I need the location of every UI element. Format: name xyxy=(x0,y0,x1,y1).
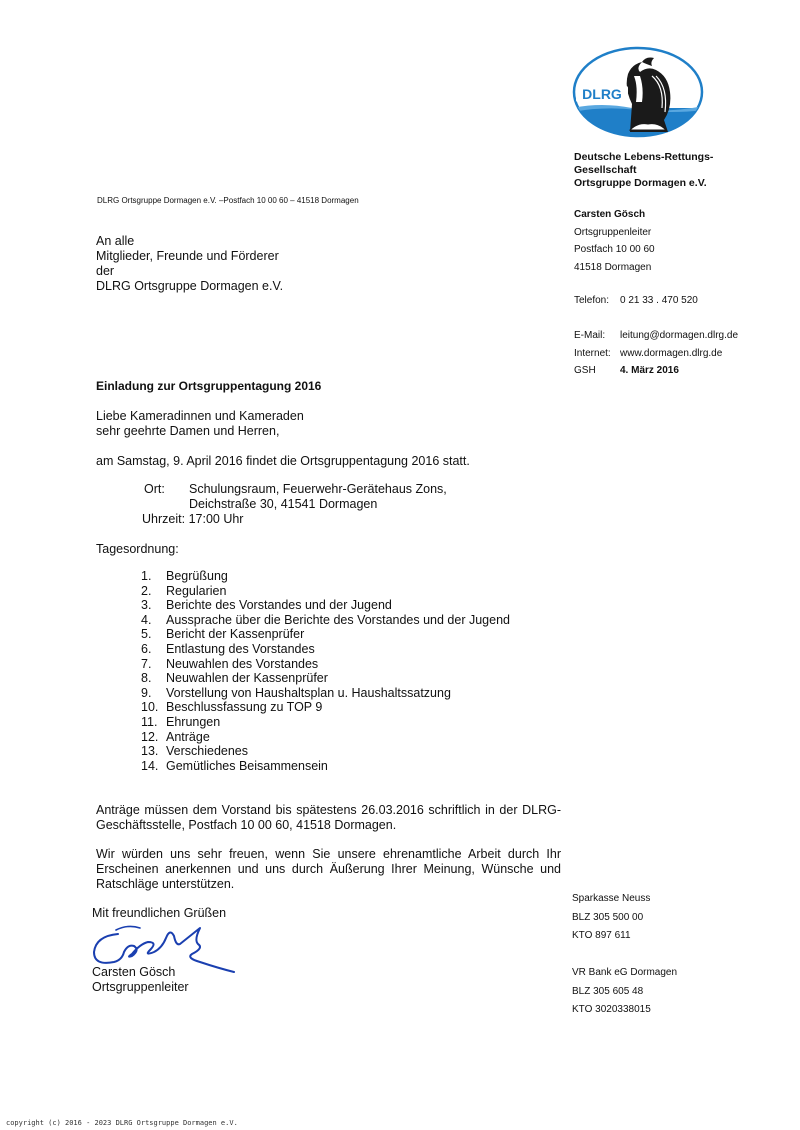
org-line-2: Gesellschaft xyxy=(574,164,637,176)
agenda-num: 8. xyxy=(141,671,152,686)
internet-value[interactable]: www.dormagen.dlrg.de xyxy=(620,347,723,359)
agenda-text: Ehrungen xyxy=(166,714,221,729)
agenda-text: Aussprache über die Berichte des Vorstandes und der Jugend xyxy=(166,612,510,627)
bank-2-blz: BLZ 305 605 48 xyxy=(572,985,644,997)
agenda-item xyxy=(141,598,510,613)
agenda-text: Begrüßung xyxy=(166,569,228,583)
org-line-1: Deutsche Lebens-Rettungs- xyxy=(574,151,714,163)
contact-phone-row xyxy=(574,292,698,310)
agenda-item xyxy=(141,759,510,774)
agenda-num: 2. xyxy=(141,583,152,598)
place-label: Ort: xyxy=(144,482,165,496)
recipient-line-3: der xyxy=(96,264,115,278)
agenda-title: Tagesordnung: xyxy=(96,542,179,556)
agenda-text: Regularien xyxy=(166,583,227,598)
greeting-line-1: Liebe Kameradinnen und Kameraden xyxy=(96,409,304,423)
contact-postbox: Postfach 10 00 60 xyxy=(574,244,655,255)
agenda-num: 12. xyxy=(141,729,159,744)
agenda-item xyxy=(141,715,510,730)
agenda-item xyxy=(141,657,510,672)
agenda-text: Bericht der Kassenprüfer xyxy=(166,627,305,642)
agenda-num: 9. xyxy=(141,685,152,700)
contact-name: Carsten Gösch xyxy=(574,209,646,220)
greeting-line-2: sehr geehrte Damen und Herren, xyxy=(96,424,280,438)
org-line-3: Ortsgruppe Dormagen e.V. xyxy=(574,177,707,189)
greeting xyxy=(96,409,304,439)
phone-label: Telefon: xyxy=(574,295,610,306)
agenda-num: 1. xyxy=(141,569,152,583)
agenda-num: 10. xyxy=(141,700,159,715)
agenda-item xyxy=(141,730,510,745)
bank-1 xyxy=(572,890,650,946)
agenda-item xyxy=(141,584,510,599)
agenda-num: 7. xyxy=(141,656,152,671)
recipient-line-2: Mitglieder, Freunde und Förderer xyxy=(96,249,279,263)
contact-online-block xyxy=(574,327,738,380)
contact-role: Ortsgruppenleiter xyxy=(574,226,652,238)
agenda-text: Anträge xyxy=(166,729,210,744)
bank-1-kto: KTO 897 611 xyxy=(572,930,631,941)
phone-value: 0 21 33 . 470 520 xyxy=(620,295,698,306)
internet-label: Internet: xyxy=(574,347,611,359)
bank-2-kto: KTO 3020338015 xyxy=(572,1004,651,1015)
agenda-num: 5. xyxy=(141,627,152,642)
place-line-2: Deichstraße 30, 41541 Dormagen xyxy=(189,497,378,511)
agenda-text: Gemütliches Beisammensein xyxy=(166,758,328,773)
agenda-item xyxy=(141,569,510,584)
eagle-logo-icon xyxy=(572,46,704,138)
recipient-line-4: DLRG Ortsgruppe Dormagen e.V. xyxy=(96,279,284,293)
bank-1-blz: BLZ 305 500 00 xyxy=(572,911,644,923)
bank-2-name: VR Bank eG Dormagen xyxy=(572,967,678,978)
recipient-line-1: An alle xyxy=(96,234,135,248)
letter-date: 4. März 2016 xyxy=(620,365,679,376)
agenda-text: Berichte des Vorstandes und der Jugend xyxy=(166,598,392,613)
agenda-item xyxy=(141,700,510,715)
time-value: 17:00 Uhr xyxy=(188,512,244,526)
agenda-text: Neuwahlen der Kassenprüfer xyxy=(166,671,328,686)
agenda-num: 14. xyxy=(141,758,159,773)
signer-name: Carsten Gösch xyxy=(92,965,176,979)
paragraph-deadline: Anträge müssen dem Vorstand bis spätestens 26.03.2016 schriftlich in der DLRG-Geschäftsstelle, Postfach 10 00 60, 41518 Dormagen. xyxy=(96,803,561,832)
email-value[interactable]: leitung@dormagen.dlrg.de xyxy=(620,330,739,341)
dlrg-logo xyxy=(572,46,704,138)
paragraph-invitation: Wir würden uns sehr freuen, wenn Sie unsere ehrenamtliche Arbeit durch Ihr Erscheinen anerkennen und uns durch Äußerung Ihrer Meinung, Wünsche und Ratschläge unterstützen. xyxy=(96,847,561,891)
agenda-list xyxy=(141,569,510,773)
contact-block xyxy=(574,206,655,276)
intro-text: am Samstag, 9. April 2016 findet die Ortsgruppentagung 2016 statt. xyxy=(96,454,470,468)
agenda-item xyxy=(141,642,510,657)
agenda-item xyxy=(141,686,510,701)
agenda-text: Neuwahlen des Vorstandes xyxy=(166,656,319,671)
agenda-text: Vorstellung von Haushaltsplan u. Haushaltssatzung xyxy=(166,685,451,700)
agenda-item xyxy=(141,613,510,628)
time-row xyxy=(142,512,243,527)
sender-line: DLRG Ortsgruppe Dormagen e.V. –Postfach 10 00 60 – 41518 Dormagen xyxy=(97,196,359,205)
agenda-item xyxy=(141,627,510,642)
letter-title: Einladung zur Ortsgruppentagung 2016 xyxy=(96,379,322,393)
agenda-item xyxy=(141,744,510,759)
time-label: Uhrzeit: xyxy=(142,512,186,526)
bank-2 xyxy=(572,964,677,1020)
recipient-block xyxy=(96,234,283,294)
agenda-num: 3. xyxy=(141,598,152,613)
agenda-num: 11. xyxy=(141,714,158,729)
place-line-1: Schulungsraum, Feuerwehr-Gerätehaus Zons, xyxy=(189,482,447,496)
gsh-label: GSH xyxy=(574,365,596,376)
bank-1-name: Sparkasse Neuss xyxy=(572,893,651,904)
agenda-text: Verschiedenes xyxy=(166,744,249,759)
contact-city: 41518 Dormagen xyxy=(574,261,652,273)
logo-text: DLRG xyxy=(582,86,622,102)
copyright-footer: copyright (c) 2016 - 2023 DLRG Ortsgruppe Dormagen e.V. xyxy=(6,1119,238,1127)
agenda-num: 4. xyxy=(141,612,152,627)
closing: Mit freundlichen Grüßen xyxy=(92,906,227,920)
agenda-item xyxy=(141,671,510,686)
org-header xyxy=(574,151,713,190)
agenda-num: 13. xyxy=(141,744,159,759)
agenda-num: 6. xyxy=(141,641,152,656)
agenda-text: Entlastung des Vorstandes xyxy=(166,641,315,656)
agenda-text: Beschlussfassung zu TOP 9 xyxy=(166,700,323,715)
event-details xyxy=(144,482,447,512)
email-label: E-Mail: xyxy=(574,330,606,341)
signer-block xyxy=(92,965,189,995)
signer-role: Ortsgruppenleiter xyxy=(92,980,189,994)
